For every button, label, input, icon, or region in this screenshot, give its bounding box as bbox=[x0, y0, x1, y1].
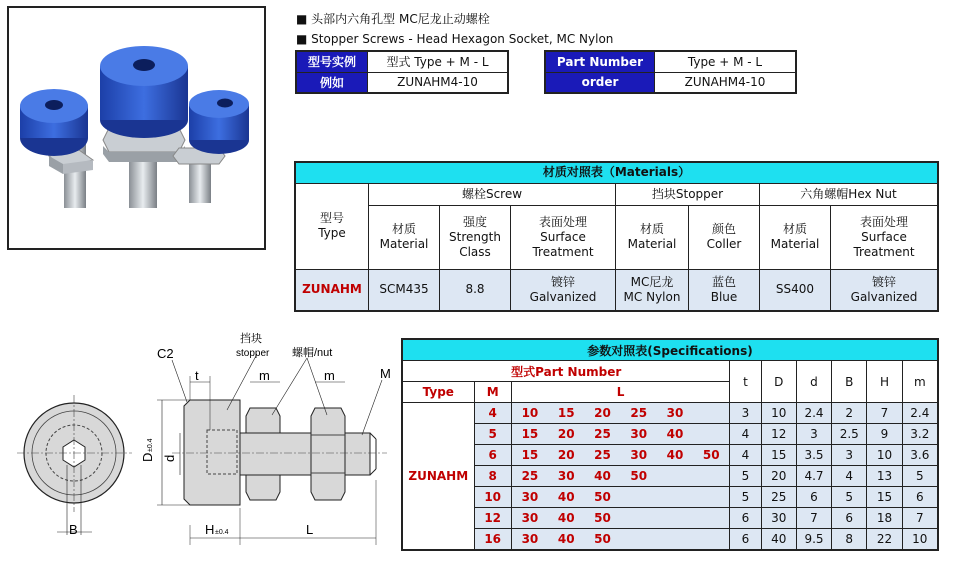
spec-l-cell: 25 bbox=[511, 466, 548, 487]
label-M: M bbox=[380, 366, 391, 381]
spec-B-cell: 2 bbox=[832, 403, 867, 424]
material-cell: MC尼龙 MC Nylon bbox=[616, 269, 689, 311]
spec-row bbox=[402, 487, 938, 508]
spec-l-cell bbox=[657, 508, 693, 529]
material-cell: SS400 bbox=[760, 269, 831, 311]
spec-H-cell: 22 bbox=[867, 529, 902, 551]
spec-l-cell: 25 bbox=[621, 403, 657, 424]
spec-B-cell: 2.5 bbox=[832, 424, 867, 445]
dimension-drawing bbox=[12, 330, 392, 570]
spec-l-cell bbox=[621, 487, 657, 508]
spec-l-cell bbox=[657, 529, 693, 551]
spec-l-cell: 30 bbox=[511, 487, 548, 508]
example-label: order bbox=[545, 72, 655, 93]
form-header: 型式Part Number bbox=[402, 361, 730, 382]
subheader: 表面处理 Surface Treatment bbox=[511, 205, 616, 269]
spec-m-cell: 7 bbox=[902, 508, 938, 529]
example-value: Type + M - L bbox=[655, 51, 797, 72]
spec-l-cell: 15 bbox=[511, 424, 548, 445]
product-title-cn: ■ 头部内六角孔型 MC尼龙止动螺栓 bbox=[296, 12, 490, 26]
spec-D-cell: 40 bbox=[761, 529, 796, 551]
specs-title: 参数对照表(Specifications) bbox=[402, 339, 938, 361]
spec-t-cell: 3 bbox=[730, 403, 761, 424]
spec-B-cell: 8 bbox=[832, 529, 867, 551]
spec-D-cell: 10 bbox=[761, 403, 796, 424]
example-value: ZUNAHM4-10 bbox=[368, 72, 509, 93]
spec-B-cell: 5 bbox=[832, 487, 867, 508]
type-header: 型号 Type bbox=[295, 183, 369, 269]
spec-l-cell bbox=[693, 508, 730, 529]
spec-B-cell: 4 bbox=[832, 466, 867, 487]
bullet-icon: ■ bbox=[296, 32, 308, 46]
spec-l-cell bbox=[657, 487, 693, 508]
spec-rows bbox=[402, 403, 938, 551]
example-value: 型式 Type + M - L bbox=[368, 51, 509, 72]
subheader: 材质 Material bbox=[369, 205, 440, 269]
spec-H-cell: 18 bbox=[867, 508, 902, 529]
spec-B-cell: 6 bbox=[832, 508, 867, 529]
label-B: B bbox=[69, 522, 78, 537]
spec-m-cell: 16 bbox=[474, 529, 511, 551]
spec-l-cell bbox=[621, 529, 657, 551]
spec-m-cell: 8 bbox=[474, 466, 511, 487]
group-screw: 螺栓Screw bbox=[369, 183, 616, 205]
spec-l-cell: 20 bbox=[548, 424, 584, 445]
label-stopper-en: stopper bbox=[236, 348, 270, 359]
spec-l-cell bbox=[693, 466, 730, 487]
spec-B-cell: 3 bbox=[832, 445, 867, 466]
example-label: 型号实例 bbox=[296, 51, 368, 72]
spec-row bbox=[402, 445, 938, 466]
product-title-en: ■ Stopper Screws - Head Hexagon Socket, MC Nylon bbox=[296, 32, 614, 46]
spec-l-cell: 40 bbox=[548, 508, 584, 529]
spec-D-cell: 20 bbox=[761, 466, 796, 487]
spec-l-cell bbox=[693, 529, 730, 551]
material-cell: 镀锌 Galvanized bbox=[831, 269, 939, 311]
label-H: H bbox=[205, 522, 215, 537]
col-header-B: B bbox=[832, 361, 867, 403]
spec-d-cell: 7 bbox=[796, 508, 831, 529]
spec-type-cell: ZUNAHM bbox=[402, 403, 474, 551]
spec-l-cell: 50 bbox=[584, 487, 620, 508]
label-c2: C2 bbox=[157, 346, 174, 361]
spec-t-cell: 5 bbox=[730, 487, 761, 508]
material-cell: 蓝色 Blue bbox=[689, 269, 760, 311]
spec-l-cell: 20 bbox=[548, 445, 584, 466]
label-D-tolerance: ±0.4 bbox=[147, 438, 154, 452]
spec-l-cell: 25 bbox=[584, 445, 620, 466]
spec-m-cell: 5 bbox=[902, 466, 938, 487]
spec-l-cell: 50 bbox=[584, 508, 620, 529]
col-header-H: H bbox=[867, 361, 902, 403]
spec-d-cell: 3 bbox=[796, 424, 831, 445]
material-type-cell: ZUNAHM bbox=[295, 269, 369, 311]
label-m1: m bbox=[259, 368, 270, 383]
example-label: Part Number bbox=[545, 51, 655, 72]
product-photo bbox=[7, 6, 266, 250]
order-example-table-en bbox=[544, 50, 797, 94]
type-header: Type bbox=[402, 382, 474, 403]
spec-d-cell: 4.7 bbox=[796, 466, 831, 487]
spec-row bbox=[402, 403, 938, 424]
group-hex-nut: 六角螺帽Hex Nut bbox=[760, 183, 939, 205]
spec-m-cell: 4 bbox=[474, 403, 511, 424]
label-stopper-cn: 挡块 bbox=[240, 333, 262, 345]
spec-l-cell bbox=[621, 508, 657, 529]
spec-l-cell bbox=[693, 403, 730, 424]
product-photo-illustration bbox=[9, 8, 264, 248]
spec-d-cell: 6 bbox=[796, 487, 831, 508]
spec-t-cell: 4 bbox=[730, 445, 761, 466]
example-value: ZUNAHM4-10 bbox=[655, 72, 797, 93]
spec-d-cell: 3.5 bbox=[796, 445, 831, 466]
label-H-tolerance: ±0.4 bbox=[215, 529, 229, 536]
spec-D-cell: 15 bbox=[761, 445, 796, 466]
col-header-m: m bbox=[902, 361, 938, 403]
spec-D-cell: 30 bbox=[761, 508, 796, 529]
spec-t-cell: 6 bbox=[730, 508, 761, 529]
spec-row bbox=[402, 508, 938, 529]
subheader: 强度 Strength Class bbox=[440, 205, 511, 269]
subheader: 颜色 Coller bbox=[689, 205, 760, 269]
label-D: D bbox=[140, 452, 155, 462]
spec-l-cell: 30 bbox=[548, 466, 584, 487]
spec-m-cell: 3.6 bbox=[902, 445, 938, 466]
spec-D-cell: 25 bbox=[761, 487, 796, 508]
spec-H-cell: 10 bbox=[867, 445, 902, 466]
spec-H-cell: 7 bbox=[867, 403, 902, 424]
label-nut: 螺帽/nut bbox=[292, 347, 333, 359]
subheader: 材质 Material bbox=[616, 205, 689, 269]
spec-t-cell: 5 bbox=[730, 466, 761, 487]
spec-l-cell: 40 bbox=[657, 424, 693, 445]
spec-l-cell: 30 bbox=[621, 445, 657, 466]
label-t: t bbox=[195, 368, 199, 383]
spec-H-cell: 13 bbox=[867, 466, 902, 487]
materials-title: 材质对照表（Materials） bbox=[295, 162, 938, 183]
spec-row bbox=[402, 529, 938, 551]
spec-m-cell: 6 bbox=[474, 445, 511, 466]
label-d: d bbox=[162, 454, 177, 462]
spec-l-cell: 25 bbox=[584, 424, 620, 445]
spec-l-cell: 10 bbox=[511, 403, 548, 424]
spec-l-cell: 20 bbox=[584, 403, 620, 424]
spec-m-cell: 10 bbox=[902, 529, 938, 551]
spec-l-cell: 40 bbox=[584, 466, 620, 487]
spec-m-cell: 6 bbox=[902, 487, 938, 508]
spec-H-cell: 15 bbox=[867, 487, 902, 508]
spec-l-cell bbox=[693, 487, 730, 508]
spec-l-cell: 15 bbox=[511, 445, 548, 466]
spec-l-cell: 50 bbox=[621, 466, 657, 487]
spec-m-cell: 10 bbox=[474, 487, 511, 508]
m-header: M bbox=[474, 382, 511, 403]
label-L: L bbox=[306, 522, 314, 537]
col-header-d: d bbox=[796, 361, 831, 403]
subheader: 材质 Material bbox=[760, 205, 831, 269]
material-cell: 镀锌 Galvanized bbox=[511, 269, 616, 311]
spec-m-cell: 5 bbox=[474, 424, 511, 445]
spec-m-cell: 2.4 bbox=[902, 403, 938, 424]
spec-H-cell: 9 bbox=[867, 424, 902, 445]
example-label: 例如 bbox=[296, 72, 368, 93]
spec-m-cell: 3.2 bbox=[902, 424, 938, 445]
spec-m-cell: 12 bbox=[474, 508, 511, 529]
materials-table bbox=[294, 161, 939, 312]
material-cell: 8.8 bbox=[440, 269, 511, 311]
spec-d-cell: 2.4 bbox=[796, 403, 831, 424]
specifications-table bbox=[401, 338, 939, 551]
col-header-t: t bbox=[730, 361, 761, 403]
spec-l-cell: 30 bbox=[657, 403, 693, 424]
spec-l-cell: 30 bbox=[621, 424, 657, 445]
spec-l-cell: 50 bbox=[693, 445, 730, 466]
spec-l-cell: 30 bbox=[511, 508, 548, 529]
spec-row bbox=[402, 424, 938, 445]
spec-l-cell: 40 bbox=[548, 487, 584, 508]
spec-t-cell: 6 bbox=[730, 529, 761, 551]
material-cell: SCM435 bbox=[369, 269, 440, 311]
spec-l-cell: 30 bbox=[511, 529, 548, 551]
col-header-D: D bbox=[761, 361, 796, 403]
spec-l-cell: 40 bbox=[657, 445, 693, 466]
subheader: 表面处理 Surface Treatment bbox=[831, 205, 939, 269]
spec-l-cell: 50 bbox=[584, 529, 620, 551]
l-header: L bbox=[511, 382, 730, 403]
spec-l-cell bbox=[657, 466, 693, 487]
spec-l-cell bbox=[693, 424, 730, 445]
group-stopper: 挡块Stopper bbox=[616, 183, 760, 205]
spec-D-cell: 12 bbox=[761, 424, 796, 445]
spec-d-cell: 9.5 bbox=[796, 529, 831, 551]
order-example-table-cn bbox=[295, 50, 509, 94]
technical-drawing bbox=[12, 330, 392, 570]
spec-t-cell: 4 bbox=[730, 424, 761, 445]
spec-l-cell: 40 bbox=[548, 529, 584, 551]
label-m2: m bbox=[324, 368, 335, 383]
bullet-icon: ■ bbox=[296, 12, 308, 26]
spec-row bbox=[402, 466, 938, 487]
spec-l-cell: 15 bbox=[548, 403, 584, 424]
